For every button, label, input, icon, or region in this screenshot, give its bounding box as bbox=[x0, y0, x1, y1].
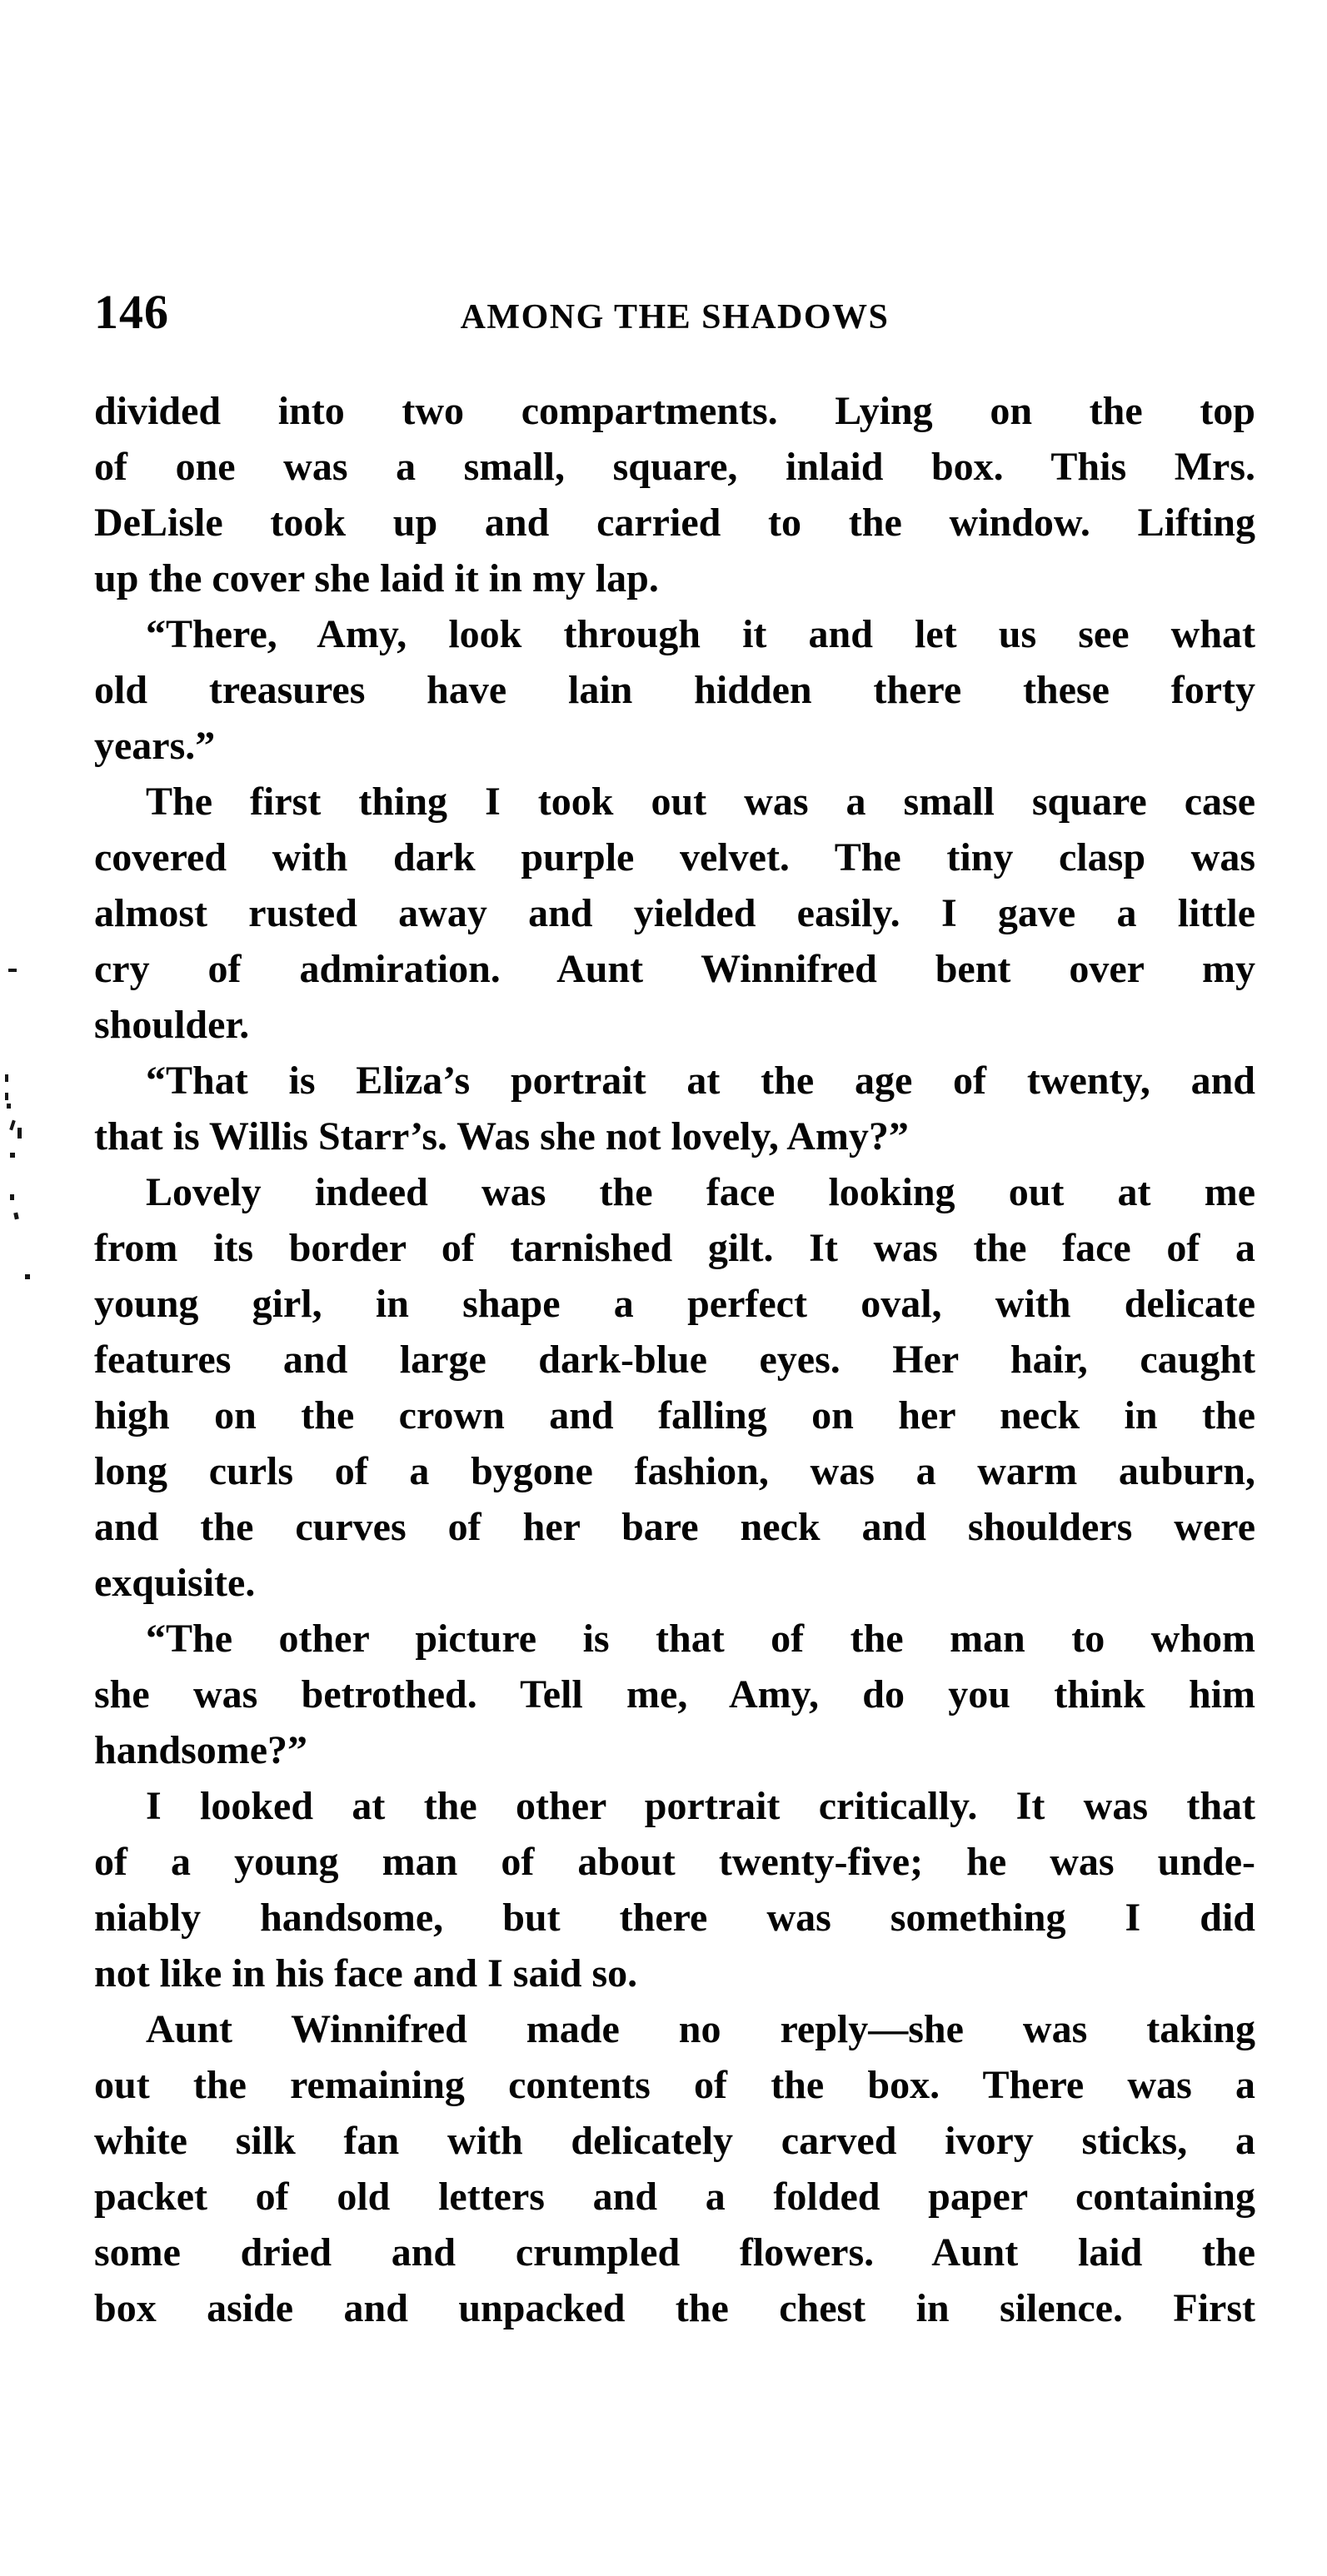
text-line: cry of admiration. Aunt Winnifred bent over my bbox=[94, 947, 1255, 991]
text-line: of a young man of about twenty-five; he was unde- bbox=[94, 1840, 1255, 1884]
text-line: Aunt Winnifred made no reply—she was taking bbox=[146, 2007, 1255, 2051]
scan-speck bbox=[10, 1194, 14, 1200]
text-line: some dried and crumpled flowers. Aunt laid the bbox=[94, 2230, 1255, 2275]
text-line: not like in his face and I said so. bbox=[94, 1951, 638, 1996]
page-header bbox=[94, 285, 1255, 346]
running-header: AMONG THE SHADOWS bbox=[460, 298, 890, 336]
scan-speck bbox=[5, 1093, 8, 1100]
text-line: features and large dark-blue eyes. Her hair, caught bbox=[94, 1338, 1255, 1382]
text-line: of one was a small, square, inlaid box. This Mrs. bbox=[94, 445, 1255, 489]
scan-speck bbox=[17, 1128, 22, 1139]
text-line: young girl, in shape a perfect oval, with delicate bbox=[94, 1282, 1255, 1326]
body-text bbox=[94, 383, 1255, 2336]
text-line: packet of old letters and a folded paper containing bbox=[94, 2175, 1255, 2219]
page-number: 146 bbox=[94, 285, 169, 339]
scan-speck bbox=[25, 1274, 30, 1279]
text-line: from its border of tarnished gilt. It was the face of a bbox=[94, 1226, 1255, 1270]
scan-speck bbox=[8, 969, 17, 972]
text-line: Lovely indeed was the face looking out at me bbox=[146, 1170, 1255, 1214]
text-line: almost rusted away and yielded easily. I gave a little bbox=[94, 891, 1255, 935]
text-line: niably handsome, but there was something I did bbox=[94, 1896, 1255, 1940]
text-line: white silk fan with delicately carved ivory sticks, a bbox=[94, 2119, 1255, 2163]
text-line: covered with dark purple velvet. The tiny clasp was bbox=[94, 835, 1255, 879]
scan-speck bbox=[9, 1120, 16, 1131]
text-line: divided into two compartments. Lying on the top bbox=[94, 389, 1255, 433]
text-line: and the curves of her bare neck and shoulders were bbox=[94, 1505, 1255, 1549]
text-line: high on the crown and falling on her neck in the bbox=[94, 1393, 1255, 1437]
text-line: exquisite. bbox=[94, 1561, 256, 1605]
text-line: The first thing I took out was a small square case bbox=[146, 780, 1255, 824]
text-line: handsome?” bbox=[94, 1728, 308, 1772]
text-line: I looked at the other portrait critically. It was that bbox=[146, 1784, 1255, 1828]
scan-speck bbox=[5, 1074, 8, 1082]
scan-speck bbox=[7, 1104, 11, 1109]
text-line: “The other picture is that of the man to whom bbox=[146, 1617, 1255, 1661]
scan-speck bbox=[13, 1213, 19, 1220]
scan-speck bbox=[10, 1153, 15, 1158]
text-line: “That is Eliza’s portrait at the age of twenty, and bbox=[146, 1059, 1255, 1103]
text-line: shoulder. bbox=[94, 1003, 250, 1047]
text-line: long curls of a bygone fashion, was a warm auburn, bbox=[94, 1449, 1255, 1493]
text-line: old treasures have lain hidden there these forty bbox=[94, 668, 1255, 712]
text-line: years.” bbox=[94, 724, 216, 768]
text-line: DeLisle took up and carried to the window. Lifting bbox=[94, 501, 1255, 545]
text-line: she was betrothed. Tell me, Amy, do you think him bbox=[94, 1672, 1255, 1717]
text-line: up the cover she laid it in my lap. bbox=[94, 556, 659, 600]
text-line: box aside and unpacked the chest in silence. First bbox=[94, 2286, 1255, 2330]
text-line: “There, Amy, look through it and let us see what bbox=[146, 612, 1255, 656]
text-line: that is Willis Starr’s. Was she not lovely, Amy?” bbox=[94, 1114, 909, 1158]
text-line: out the remaining contents of the box. There was a bbox=[94, 2063, 1255, 2107]
